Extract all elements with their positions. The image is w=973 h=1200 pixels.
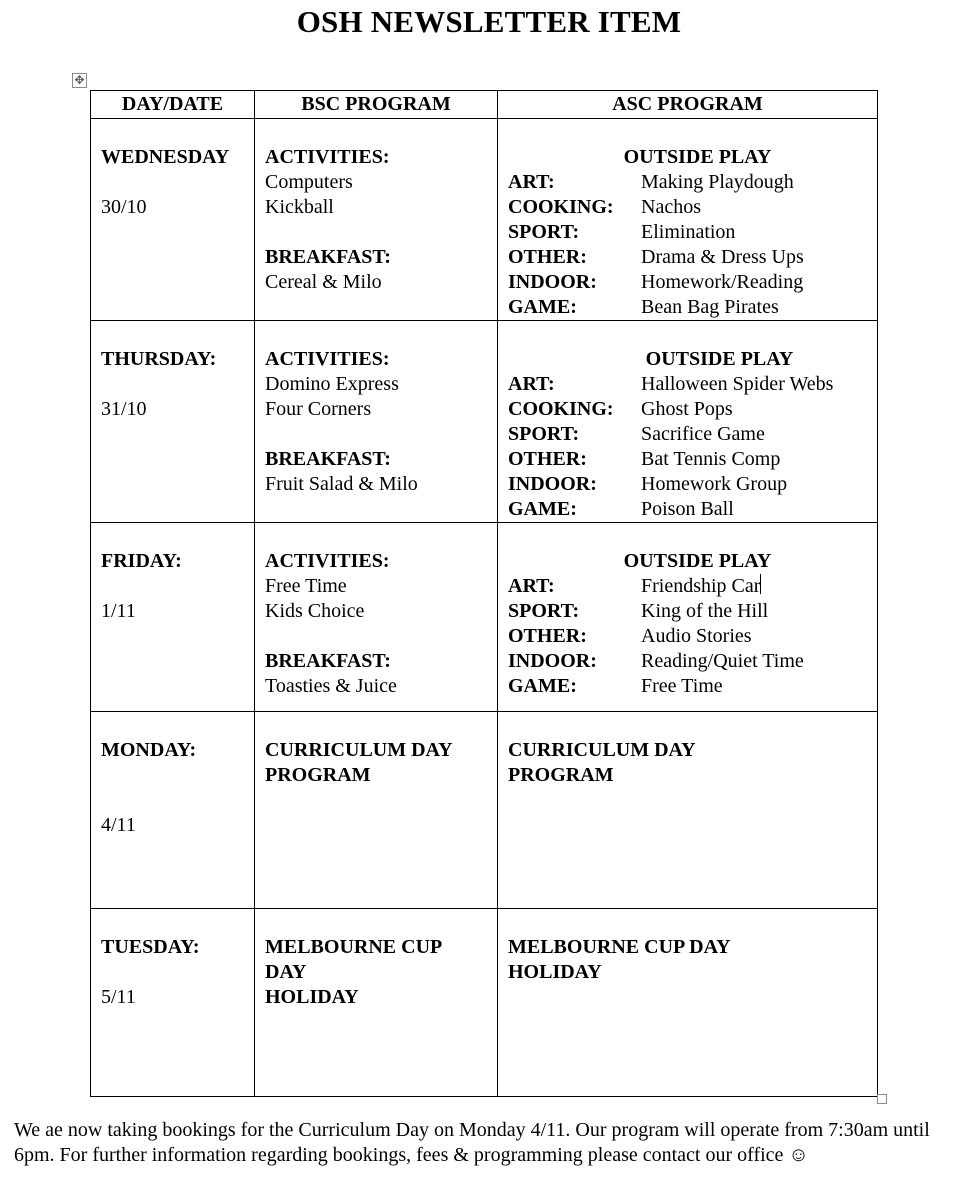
asc-item: INDOOR: Reading/Quiet Time	[508, 650, 804, 672]
day-cell[interactable]	[91, 909, 255, 1097]
holiday-note: MELBOURNE CUP DAY	[508, 936, 731, 958]
day-cell[interactable]	[91, 119, 255, 321]
text-cursor	[760, 574, 761, 594]
day-cell[interactable]	[91, 523, 255, 712]
asc-item: OTHER: Drama & Dress Ups	[508, 246, 804, 268]
activity-item: Free Time	[265, 575, 347, 597]
header-day-date: DAY/DATE	[91, 91, 255, 119]
table-row	[91, 321, 878, 523]
asc-cell[interactable]	[498, 712, 878, 909]
breakfast-item: Toasties & Juice	[265, 675, 397, 697]
day-name: THURSDAY:	[101, 348, 217, 370]
asc-cell[interactable]	[498, 321, 878, 523]
bsc-cell[interactable]	[255, 909, 498, 1097]
schedule-table	[90, 90, 878, 1097]
activities-label: ACTIVITIES:	[265, 550, 390, 572]
holiday-note: MELBOURNE CUP	[265, 936, 443, 958]
table-row	[91, 119, 878, 321]
day-name: TUESDAY:	[101, 936, 200, 958]
curriculum-day-note: CURRICULUM DAY	[265, 739, 453, 761]
activity-item: Computers	[265, 171, 353, 193]
holiday-note: HOLIDAY	[265, 986, 359, 1008]
activity-item: Four Corners	[265, 398, 372, 420]
activity-item: Kids Choice	[265, 600, 365, 622]
asc-item: INDOOR: Homework/Reading	[508, 271, 804, 293]
asc-item: SPORT: King of the Hill	[508, 600, 769, 622]
activity-item: Domino Express	[265, 373, 399, 395]
day-cell[interactable]	[91, 321, 255, 523]
footer-paragraph[interactable]: We ae now taking bookings for the Curriculum Day on Monday 4/11. Our program will operate from 7:30am until 6pm. For further information regarding bookings, fees & programming please contact our office ☺	[14, 1119, 930, 1166]
asc-item: ART: Friendship Car	[508, 575, 761, 597]
asc-item: COOKING: Nachos	[508, 196, 701, 218]
asc-item: ART: Making Playdough	[508, 171, 794, 193]
holiday-note: DAY	[265, 961, 307, 983]
asc-cell[interactable]	[498, 119, 878, 321]
activities-label: ACTIVITIES:	[265, 348, 390, 370]
breakfast-item: Fruit Salad & Milo	[265, 473, 418, 495]
outside-play-heading: OUTSIDE PLAY	[645, 348, 794, 370]
activities-label: ACTIVITIES:	[265, 146, 390, 168]
curriculum-day-note: PROGRAM	[508, 764, 614, 786]
header-asc-program: ASC PROGRAM	[498, 91, 878, 119]
table-resize-handle[interactable]	[877, 1094, 887, 1104]
day-date: 4/11	[101, 814, 136, 836]
asc-item: GAME: Free Time	[508, 675, 723, 697]
table-row	[91, 523, 878, 712]
asc-item: GAME: Bean Bag Pirates	[508, 296, 779, 318]
day-cell[interactable]	[91, 712, 255, 909]
breakfast-label: BREAKFAST:	[265, 650, 391, 672]
breakfast-item: Cereal & Milo	[265, 271, 382, 293]
day-date: 1/11	[101, 600, 136, 622]
curriculum-day-note: CURRICULUM DAY	[508, 739, 696, 761]
table-row	[91, 909, 878, 1097]
outside-play-heading: OUTSIDE PLAY	[623, 146, 772, 168]
bsc-cell[interactable]	[255, 119, 498, 321]
asc-cell[interactable]	[498, 909, 878, 1097]
outside-play-heading: OUTSIDE PLAY	[623, 550, 772, 572]
asc-item: ART: Halloween Spider Webs	[508, 373, 834, 395]
asc-cell[interactable]	[498, 523, 878, 712]
table-header-row	[91, 91, 878, 119]
activity-item: Kickball	[265, 196, 334, 218]
asc-item: OTHER: Audio Stories	[508, 625, 752, 647]
day-date: 30/10	[101, 196, 147, 218]
page-title: OSH NEWSLETTER ITEM	[296, 4, 682, 39]
bsc-cell[interactable]	[255, 523, 498, 712]
table-move-handle-icon[interactable]: ✥	[72, 73, 87, 88]
day-name: FRIDAY:	[101, 550, 182, 572]
day-date: 31/10	[101, 398, 147, 420]
day-name: MONDAY:	[101, 739, 197, 761]
bsc-cell[interactable]	[255, 712, 498, 909]
asc-item: OTHER: Bat Tennis Comp	[508, 448, 781, 470]
breakfast-label: BREAKFAST:	[265, 246, 391, 268]
header-bsc-program: BSC PROGRAM	[255, 91, 498, 119]
asc-item: SPORT: Elimination	[508, 221, 736, 243]
asc-item: GAME: Poison Ball	[508, 498, 734, 520]
table-row	[91, 712, 878, 909]
curriculum-day-note: PROGRAM	[265, 764, 371, 786]
day-name: WEDNESDAY	[101, 146, 230, 168]
bsc-cell[interactable]	[255, 321, 498, 523]
breakfast-label: BREAKFAST:	[265, 448, 391, 470]
asc-item: INDOOR: Homework Group	[508, 473, 788, 495]
holiday-note: HOLIDAY	[508, 961, 602, 983]
asc-item: COOKING: Ghost Pops	[508, 398, 733, 420]
asc-item: SPORT: Sacrifice Game	[508, 423, 765, 445]
day-date: 5/11	[101, 986, 136, 1008]
